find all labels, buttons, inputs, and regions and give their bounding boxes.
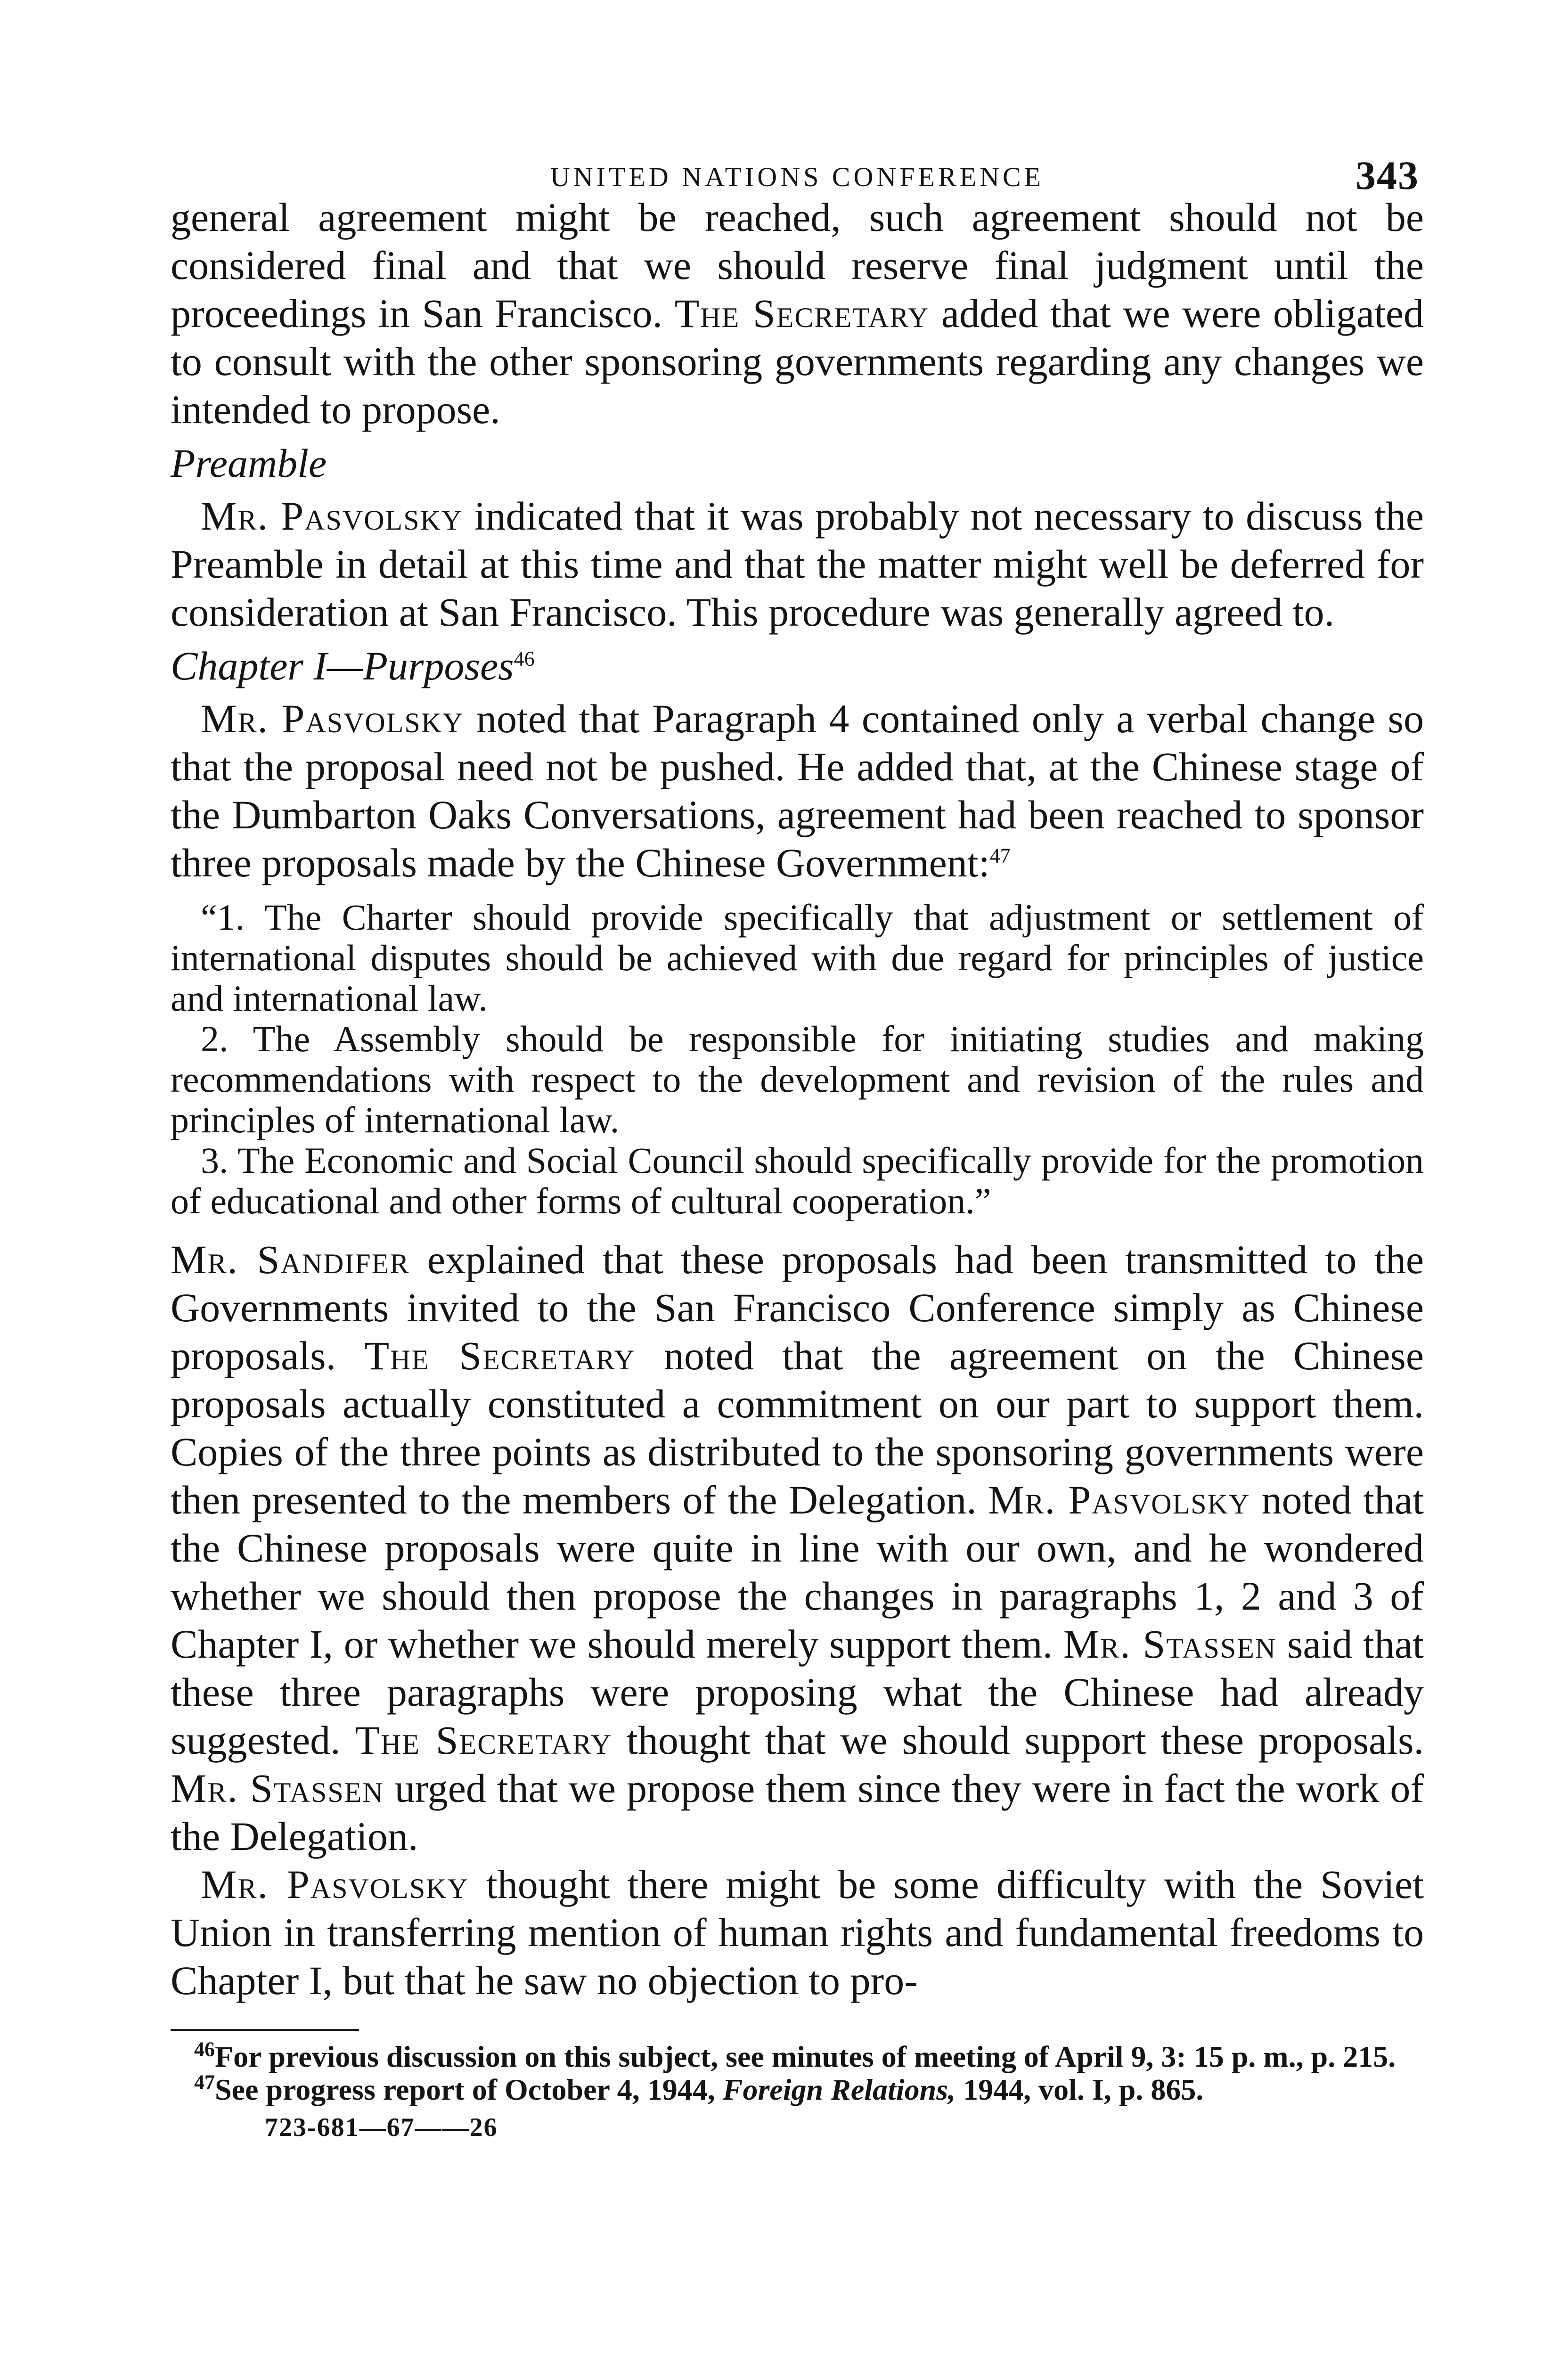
quote-item-3: 3. The Economic and Social Council should specifically provide for the promotion of educational and other forms of cultural cooperation.” — [171, 1140, 1424, 1221]
footnote-divider — [171, 2029, 359, 2031]
paragraph-text: explained that these proposals had been transmitted to the Governments invited to the San Francisco Conference simply as Chinese proposals. — [171, 1237, 1424, 1378]
speaker-name: Mr. Pasvolsky — [988, 1477, 1250, 1522]
footnote-number: 47 — [194, 2070, 215, 2094]
quote-item-1: “1. The Charter should provide specifically that adjustment or settlement of international disputes should be achieved with due regard for principles of justice and international law. — [171, 897, 1424, 1019]
paragraph-text: urged that we propose them since they were in fact the work of the Delegation. — [171, 1766, 1424, 1859]
footnote-text: For previous discussion on this subject, see minutes of meeting of April 9, 3: 15 p. m., p. 215. — [215, 2040, 1396, 2073]
running-header — [171, 141, 1424, 198]
footnote-italic-title: Foreign Relations, — [722, 2073, 956, 2106]
speaker-name: Mr. Pasvolsky — [201, 493, 463, 539]
paragraph-continuation — [171, 193, 1424, 434]
book-page — [171, 141, 1424, 2149]
paragraph-text: noted that Paragraph 4 contained only a verbal change so that the proposal need not be pushed. He added that, at the Chinese stage of the Dumbarton Oaks Conversations, agreement had been reached to sponsor three proposals made by the Chinese Government: — [171, 696, 1424, 885]
body-text — [171, 193, 1424, 2004]
paragraph-discussion — [171, 1235, 1424, 1860]
speaker-name: Mr. Stassen — [171, 1766, 384, 1811]
footnote-46 — [171, 2037, 1424, 2073]
running-title: UNITED NATIONS CONFERENCE — [550, 162, 1045, 192]
speaker-name: Mr. Sandifer — [171, 1237, 410, 1282]
printer-job-number: 723-681—67——26 — [265, 2113, 498, 2142]
heading-text: Chapter I—Purposes — [171, 643, 514, 688]
section-heading-preamble: Preamble — [171, 441, 327, 486]
section-heading-chapter-one — [171, 642, 1424, 690]
footnote-ref: 46 — [514, 647, 535, 671]
footnote-text: See progress report of October 4, 1944, — [215, 2073, 715, 2106]
paragraph-text: thought that we should support these proposals. — [627, 1718, 1424, 1763]
speaker-name: The Secretary — [674, 291, 930, 336]
paragraph-chapter-one — [171, 695, 1424, 887]
paragraph-text: noted that the agreement on the Chinese proposals actually constituted a commitment on our part to support them. Copies of the three points as distributed to the sponsoring governments were then presented to the members of the Delegation. — [171, 1333, 1424, 1522]
speaker-name: Mr. Pasvolsky — [201, 696, 464, 741]
quote-item-2: 2. The Assembly should be responsible for initiating studies and making recommendations with respect to the development and revision of the rules and principles of international law. — [171, 1018, 1424, 1140]
paragraph-text: added that we were obligated to consult with the other sponsoring governments regarding any changes we intended to propose. — [171, 291, 1424, 432]
block-quote — [171, 897, 1424, 1221]
footnote-ref: 47 — [989, 844, 1011, 867]
footnote-text: 1944, vol. I, p. 865. — [963, 2073, 1204, 2106]
paragraph-preamble — [171, 492, 1424, 636]
paragraph-text: indicated that it was probably not necessary to discuss the Preamble in detail at this time and that the matter might well be deferred for consideration at San Francisco. This procedure was generally agreed to. — [171, 493, 1424, 635]
footnote-47 — [171, 2070, 1424, 2106]
paragraph-text: noted that the Chinese proposals were quite in line with our own, and he wondered whether we should then propose the changes in paragraphs 1, 2 and 3 of Chapter I, or whether we should merely support them. — [171, 1477, 1424, 1667]
footnotes — [171, 2037, 1424, 2106]
paragraph-text: thought there might be some difficulty with the Soviet Union in transferring mention of human rights and fundamental freedoms to Chapter I, but that he saw no objection to pro- — [171, 1862, 1424, 2003]
footnote-number: 46 — [194, 2037, 215, 2061]
speaker-name: The Secretary — [355, 1718, 612, 1763]
speaker-name: The Secretary — [364, 1333, 636, 1378]
paragraph-soviet-union — [171, 1860, 1424, 2004]
page-number: 343 — [1356, 153, 1419, 198]
speaker-name: Mr. Pasvolsky — [201, 1862, 469, 1907]
speaker-name: Mr. Stassen — [1063, 1621, 1277, 1667]
paragraph-text: general agreement might be reached, such agreement should not be considered final and that we should reserve final judgment until the proceedings in San Francisco. — [171, 195, 1424, 336]
paragraph-text: said that these three paragraphs were proposing what the Chinese had already suggested. — [171, 1621, 1424, 1763]
